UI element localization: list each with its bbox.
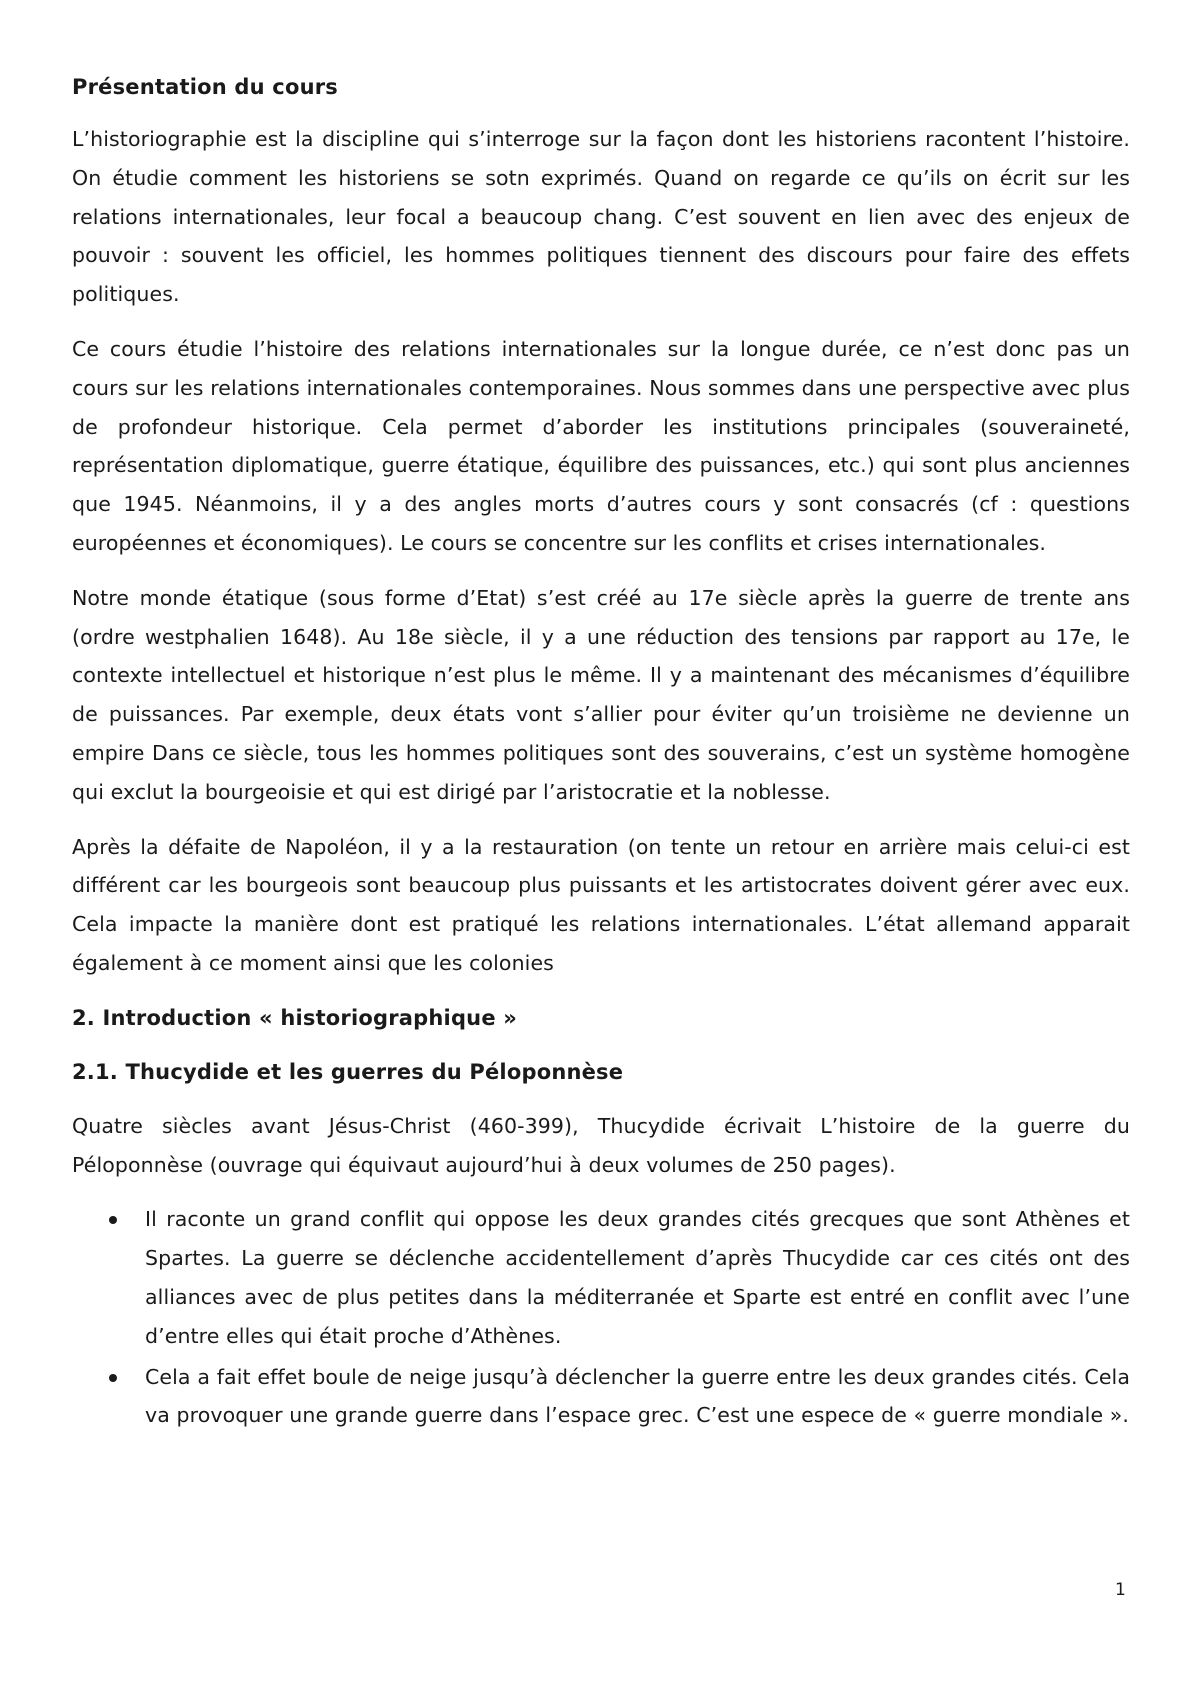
paragraph-state-world: Notre monde étatique (sous forme d’Etat) s’est créé au 17e siècle après la guerre de trente ans (ordre westphalien 1648). Au 18e siècle, il y a une réduction des tensions par rapport au 17e, le contexte intellectuel et historique n’est plus le même. Il y a maintenant des mécanismes d’équilibre de puissances. Par exemple, deux états vont s’allier pour éviter qu’un troisième ne devienne un empire Dans ce siècle, tous les hommes politiques sont des souverains, c’est un système homogène qui exclut la bourgeoisie et qui est dirigé par l’aristocratie et la noblesse.	[72, 585, 1130, 804]
paragraph-napoleon: Après la défaite de Napoléon, il y a la restauration (on tente un retour en arrière mais celui-ci est différent car les bourgeois sont beaucoup plus puissants et les artistocrates doivent gérer avec eux. Cela impacte la manière dont est pratiqué les relations internationales. L’état allemand apparait également à ce moment ainsi que les colonies	[72, 834, 1130, 975]
bullet-text: Il raconte un grand conflit qui oppose les deux grandes cités grecques que sont Athènes et Spartes. La guerre se déclenche accidentellement d’après Thucydide car ces cités ont des alliances avec de plus petites dans la méditerranée et Sparte est entré en conflit avec l’une d’entre elles qui était proche d’Athènes.	[145, 1207, 1130, 1348]
bullet-text: Cela a fait effet boule de neige jusqu’à déclencher la guerre entre les deux grandes cités. Cela va provoquer une grande guerre dans l’espace grec. C’est une espece de « guerre mondiale ».	[145, 1364, 1130, 1428]
paragraph-historiography: L’historiographie est la discipline qui s’interroge sur la façon dont les historiens racontent l’histoire. On étudie comment les historiens se sotn exprimés. Quand on regarde ce qu’ils on écrit sur les relations internationales, leur focal a beaucoup chang. C’est souvent en lien avec des enjeux de pouvoir : souvent les officiel, les hommes politiques tiennent des discours pour faire des effets politiques.	[72, 127, 1130, 307]
page-number: 1	[1115, 1580, 1126, 1600]
bullet-list	[72, 1200, 1130, 1435]
document-body	[72, 68, 1130, 1437]
bullet-icon	[109, 1216, 117, 1224]
list-item	[72, 1200, 1130, 1355]
paragraph-course-scope: Ce cours étudie l’histoire des relations internationales sur la longue durée, ce n’est donc pas un cours sur les relations internationales contemporaines. Nous sommes dans une perspective avec plus de profondeur historique. Cela permet d’aborder les institutions principales (souveraineté, représentation diplomatique, guerre étatique, équilibre des puissances, etc.) qui sont plus anciennes que 1945. Néanmoins, il y a des angles morts d’autres cours y sont consacrés (cf : questions européennes et économiques). Le cours se concentre sur les conflits et crises internationales.	[72, 336, 1130, 555]
list-item	[72, 1358, 1130, 1436]
subsection-heading: 2.1. Thucydide et les guerres du Péloponnèse	[72, 1059, 624, 1084]
section-heading: 2. Introduction « historiographique »	[72, 1005, 518, 1030]
bullet-icon	[109, 1374, 117, 1382]
paragraph-thucydides: Quatre siècles avant Jésus-Christ (460-399), Thucydide écrivait L’histoire de la guerre du Péloponnèse (ouvrage qui équivaut aujourd’hui à deux volumes de 250 pages).	[72, 1113, 1130, 1177]
document-title: Présentation du cours	[72, 75, 338, 99]
